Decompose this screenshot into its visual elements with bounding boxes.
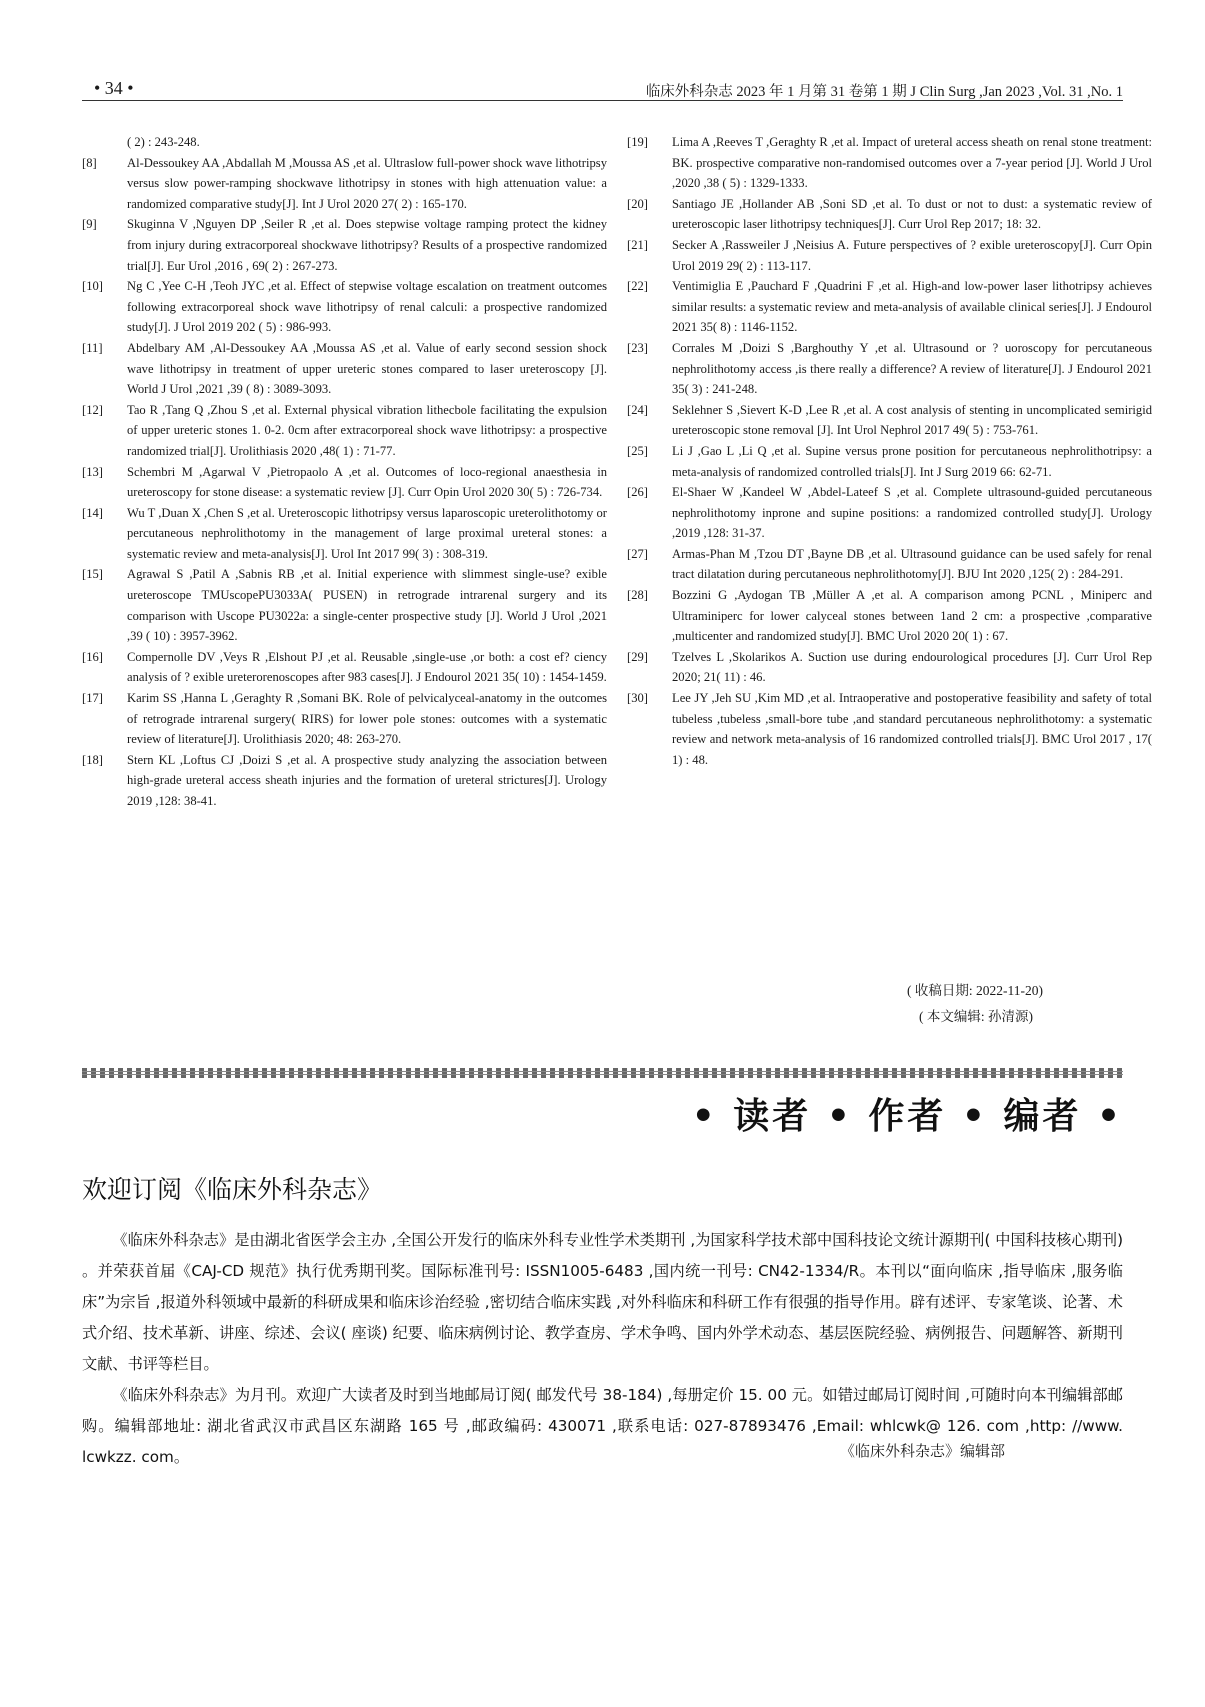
reference-item [627, 400, 1152, 441]
reference-item [82, 750, 607, 812]
reference-text: Compernolle DV ,Veys R ,Elshout PJ ,et al. Reusable ,single-use ,or both: a cost ef? ciency analysis of ? exible ureterorenoscopes after 983 cases[J]. J Endourol 2021 35( 10) : 1454-1459. [127, 649, 607, 685]
received-date: ( 收稿日期: 2022-11-20) [907, 983, 1043, 998]
reference-text: Lima A ,Reeves T ,Geraghty R ,et al. Impact of ureteral access sheath on renal stone treatment: BK. prospective comparative non-randomised outcomes over a 7-year period [J]. World J Urol ,2020 ,38 ( 5) : 1329-1333. [672, 135, 1152, 191]
reference-item [82, 276, 607, 338]
reference-text: Santiago JE ,Hollander AB ,Soni SD ,et al. To dust or not to dust: a systematic review of ureteroscopic laser lithotripsy techniques[J]. Curr Urol Rep 2017; 18: 32. [672, 196, 1152, 232]
reference-text: El-Shaer W ,Kandeel W ,Abdel-Lateef S ,et al. Complete ultrasound-guided percutaneous nephrolithotomy inprone and supine positions: a randomized controlled study[J]. Urology ,2019 ,128: 31-37. [672, 485, 1152, 541]
reference-number: [18] [82, 752, 103, 767]
reference-number: [8] [82, 155, 97, 170]
journal-info: 临床外科杂志 2023 年 1 月第 31 卷第 1 期 J Clin Surg ,Jan 2023 ,Vol. 31 ,No. 1 [645, 84, 1123, 100]
reference-number: [19] [627, 135, 648, 149]
reference-number: [9] [82, 217, 97, 232]
section-title: • 读者 • 作者 • 编者 • [691, 1096, 1123, 1137]
reference-item [627, 338, 1152, 400]
reference-number: [13] [82, 464, 103, 479]
reference-text: Ventimiglia E ,Pauchard F ,Quadrini F ,et al. High-and low-power laser lithotripsy achieves similar results: a systematic review and meta-analysis of available clinical series[J]. J Endourol 2021 35( 8) : 1146-1152. [672, 279, 1152, 335]
page-number: • 34 • [94, 78, 134, 98]
reference-text: Stern KL ,Loftus CJ ,Doizi S ,et al. A prospective study analyzing the association between high-grade ureteral access sheath injuries and the formation of ureteral strictures[J]. Urology 2019 ,128: 38-41. [127, 752, 607, 808]
reference-number: [26] [627, 485, 648, 500]
reference-item [82, 132, 607, 153]
reference-item [82, 338, 607, 400]
reference-text: Skuginna V ,Nguyen DP ,Seiler R ,et al. Does stepwise voltage ramping protect the kidney from injury during extracorporeal shockwave lithotripsy? Results of a prospective randomized trial[J]. Eur Urol ,2016 , 69( 2) : 267-273. [127, 217, 607, 273]
reference-text: Karim SS ,Hanna L ,Geraghty R ,Somani BK. Role of pelvicalyceal-anatomy in the outcomes of retrograde intrarenal surgery( RIRS) for lower pole stones: outcomes with a systematic review of literature[J]. Urolithiasis 2020; 48: 263-270. [127, 691, 607, 747]
references-right-column [627, 132, 1152, 770]
reference-number: [11] [82, 340, 103, 355]
reference-item [627, 132, 1152, 194]
references-left-column [82, 132, 607, 812]
reference-number: [12] [82, 402, 103, 417]
reference-item [82, 564, 607, 646]
reference-number: [10] [82, 279, 103, 294]
reference-item [627, 544, 1152, 585]
reference-text: Tzelves L ,Skolarikos A. Suction use during endourological procedures [J]. Curr Urol Rep 2020; 21( 11) : 46. [672, 649, 1152, 685]
reference-item [627, 585, 1152, 647]
editor-name: ( 本文编辑: 孙清源) [919, 1009, 1034, 1024]
notice-paragraph: 《临床外科杂志》是由湖北省医学会主办 ,全国公开发行的临床外科专业性学术类期刊 ,为国家科学技术部中国科技论文统计源期刊( 中国科技核心期刊) 。并荣获首届《CAJ-CD 规范》执行优秀期刊奖。国际标准刊号: ISSN1005-6483 ,国内统一刊号: CN42-1334/R。本刊以“面向临床 ,指导临床 ,服务临床”为宗旨 ,报道外科领域中最新的科研成果和临床诊治经验 ,密切结合临床实践 ,对外科临床和科研工作有很强的指导作用。辟有述评、专家笔谈、论著、术式介绍、技术革新、讲座、综述、会议( 座谈) 纪要、临床病例讨论、教学查房、学术争鸣、国内外学术动态、基层医院经验、病例报告、问题解答、新期刊文献、书评等栏目。 [82, 1231, 1123, 1373]
reference-number: [14] [82, 505, 103, 520]
reference-item [82, 153, 607, 215]
reference-text: Al-Dessoukey AA ,Abdallah M ,Moussa AS ,et al. Ultraslow full-power shock wave lithotripsy versus slow power-ramping shockwave lithotripsy in stones with high attenuation value: a randomized comparative study[J]. Int J Urol 2020 27( 2) : 165-170. [127, 155, 607, 211]
reference-item [627, 647, 1152, 688]
reference-item [627, 441, 1152, 482]
reference-number: [16] [82, 649, 103, 664]
reference-number: [15] [82, 567, 103, 582]
reference-number: [20] [627, 196, 648, 211]
reference-number: [17] [82, 691, 103, 706]
reference-text: Secker A ,Rassweiler J ,Neisius A. Future perspectives of ? exible ureteroscopy[J]. Curr Opin Urol 2019 29( 2) : 113-117. [672, 237, 1152, 273]
reference-text: Lee JY ,Jeh SU ,Kim MD ,et al. Intraoperative and postoperative feasibility and safety of total tubeless ,tubeless ,small-bore tube ,and standard percutaneous nephrolithotomy: a systematic review and network meta-analysis of 16 randomized controlled trials[J]. BMC Urol 2017 , 17( 1) : 48. [672, 691, 1152, 767]
reference-text: Bozzini G ,Aydogan TB ,Müller A ,et al. A comparison among PCNL , Miniperc and Ultraminiperc for lower calyceal stones between 1and 2 cm: a prospective ,comparative ,multicenter and randomized study[J]. BMC Urol 2020 20( 1) : 67. [672, 588, 1152, 644]
notice-body [82, 1225, 1123, 1473]
reference-number: [28] [627, 588, 648, 603]
notice-paragraph: 《临床外科杂志》为月刊。欢迎广大读者及时到当地邮局订阅( 邮发代号 38-184) ,每册定价 15. 00 元。如错过邮局订阅时间 ,可随时向本刊编辑部邮购。编辑部地址: 湖北省武汉市武昌区东湖路 165 号 ,邮政编码: 430071 ,联系电话: 027-87893476 ,Email: whlcwk@ 126. com ,http: //www. lcwkzz. com。 [82, 1386, 1123, 1466]
reference-number: [21] [627, 237, 648, 252]
reference-text: Agrawal S ,Patil A ,Sabnis RB ,et al. Initial experience with slimmest single-use? exible ureteroscope TMUscopePU3033A( PUSEN) in retrograde intrarenal surgery and its comparison with Uscope PU3022a: a single-center prospective study [J]. World J Urol ,2021 ,39 ( 10) : 3957-3962. [127, 567, 607, 644]
reference-text: Armas-Phan M ,Tzou DT ,Bayne DB ,et al. Ultrasound guidance can be used safely for renal tract dilatation during percutaneous nephrolithotomy[J]. BJU Int 2020 ,125( 2) : 284-291. [672, 546, 1152, 582]
reference-number: [22] [627, 279, 648, 294]
reference-item [82, 462, 607, 503]
reference-number: [29] [627, 649, 648, 664]
reference-text: ( 2) : 243-248. [127, 135, 200, 149]
notice-signature: 《临床外科杂志》编辑部 [839, 1442, 1005, 1460]
decorative-divider [82, 1068, 1123, 1078]
reference-item [627, 194, 1152, 235]
reference-text: Seklehner S ,Sievert K-D ,Lee R ,et al. A cost analysis of stenting in uncomplicated semirigid ureteroscopic stone removal [J]. Int Urol Nephrol 2017 49( 5) : 753-761. [672, 402, 1152, 438]
reference-item [82, 214, 607, 276]
reference-item [627, 235, 1152, 276]
reference-item [627, 276, 1152, 338]
reference-item [82, 688, 607, 750]
reference-text: Ng C ,Yee C-H ,Teoh JYC ,et al. Effect of stepwise voltage escalation on treatment outcomes following extracorporeal shock wave lithotripsy of renal calculi: a prospective randomized study[J]. J Urol 2019 202 ( 5) : 986-993. [127, 279, 607, 335]
page-header [82, 78, 1123, 101]
reference-text: Schembri M ,Agarwal V ,Pietropaolo A ,et al. Outcomes of loco-regional anaesthesia in ureteroscopy for stone disease: a systematic review [J]. Curr Opin Urol 2020 30( 5) : 726-734. [127, 464, 607, 500]
reference-item [627, 482, 1152, 544]
reference-item [82, 400, 607, 462]
reference-number: [27] [627, 546, 648, 561]
reference-text: Wu T ,Duan X ,Chen S ,et al. Ureteroscopic lithotripsy versus laparoscopic ureterolithotomy or percutaneous nephrolithotomy in the management of large proximal ureteral stones: a systematic review and meta-analysis[J]. Urol Int 2017 99( 3) : 308-319. [127, 505, 607, 561]
notice-title: 欢迎订阅《临床外科杂志》 [82, 1175, 383, 1204]
article-meta [907, 978, 1043, 1030]
reference-number: [25] [627, 443, 648, 458]
reference-number: [30] [627, 691, 648, 706]
reference-item [627, 688, 1152, 770]
reference-text: Tao R ,Tang Q ,Zhou S ,et al. External physical vibration lithecbole facilitating the expulsion of upper ureteric stones 1. 0-2. 0cm after extracorporeal shock wave lithotripsy: a prospective randomized trial[J]. Urolithiasis 2020 ,48( 1) : 71-77. [127, 402, 607, 458]
reference-number: [24] [627, 402, 648, 417]
reference-item [82, 503, 607, 565]
reference-text: Corrales M ,Doizi S ,Barghouthy Y ,et al. Ultrasound or ? uoroscopy for percutaneous nephrolithotomy access ,is there really a difference? A review of literature[J]. J Endourol 2021 35( 3) : 241-248. [672, 340, 1152, 397]
reference-text: Li J ,Gao L ,Li Q ,et al. Supine versus prone position for percutaneous nephrolithotripsy: a meta-analysis of randomized controlled trials[J]. Int J Surg 2019 66: 62-71. [672, 443, 1152, 479]
reference-text: Abdelbary AM ,Al-Dessoukey AA ,Moussa AS ,et al. Value of early second session shock wave lithotripsy in treatment of upper ureteric stones compared to laser ureteroscopy [J]. World J Urol ,2021 ,39 ( 8) : 3089-3093. [127, 340, 607, 397]
reference-item [82, 647, 607, 688]
reference-number: [23] [627, 340, 648, 355]
